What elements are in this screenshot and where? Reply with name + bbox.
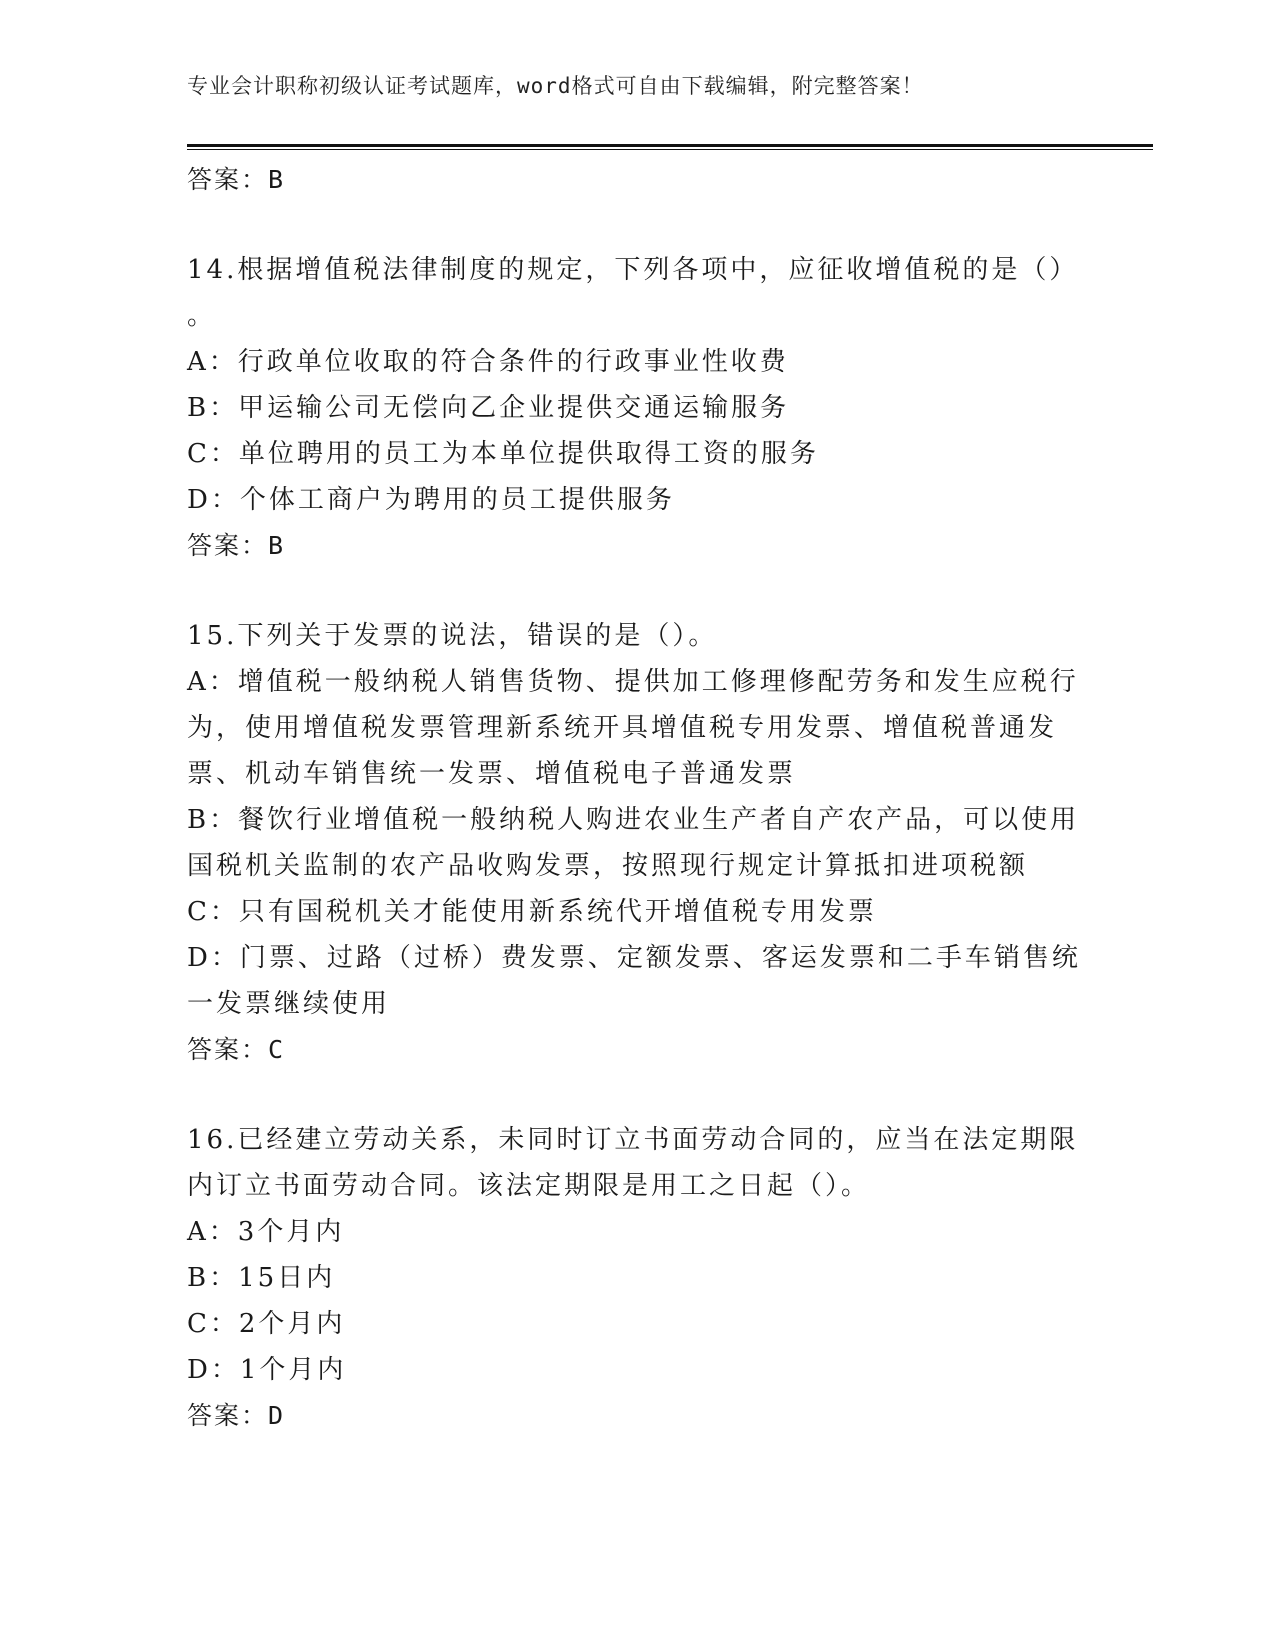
option-c: C：2个月内 bbox=[187, 1309, 346, 1339]
question-stem: 内订立书面劳动合同。该法定期限是用工之日起（）。 bbox=[187, 1171, 871, 1201]
answer-line: 答案：B bbox=[187, 165, 286, 194]
question-list bbox=[187, 157, 1081, 1439]
option-a-continued: 为，使用增值税发票管理新系统开具增值税专用发票、增值税普通发 bbox=[187, 713, 1058, 743]
option-a-continued: 票、机动车销售统一发票、增值税电子普通发票 bbox=[187, 759, 797, 789]
option-a: A：行政单位收取的符合条件的行政事业性收费 bbox=[187, 347, 789, 377]
option-b: B：甲运输公司无偿向乙企业提供交通运输服务 bbox=[187, 393, 790, 423]
option-c: C：单位聘用的员工为本单位提供取得工资的服务 bbox=[187, 439, 819, 469]
question-stem: 15.下列关于发票的说法，错误的是（）。 bbox=[187, 621, 718, 651]
option-b: B：15日内 bbox=[187, 1263, 336, 1293]
option-d-continued: 一发票继续使用 bbox=[187, 989, 391, 1019]
answer-line: 答案：B bbox=[187, 531, 286, 560]
question-block bbox=[187, 613, 1081, 1073]
question-stem: 14.根据增值税法律制度的规定，下列各项中，应征收增值税的是（） bbox=[187, 255, 1079, 285]
question-stem: 16.已经建立劳动关系，未同时订立书面劳动合同的，应当在法定期限 bbox=[187, 1125, 1079, 1155]
header-rule-thin bbox=[187, 149, 1153, 150]
answer-line: 答案：D bbox=[187, 1401, 286, 1430]
option-d: D：门票、过路（过桥）费发票、定额发票、客运发票和二手车销售统 bbox=[187, 943, 1081, 973]
header-rule-thick bbox=[187, 144, 1153, 147]
option-a: A：增值税一般纳税人销售货物、提供加工修理修配劳务和发生应税行 bbox=[187, 667, 1079, 697]
option-d: D：个体工商户为聘用的员工提供服务 bbox=[187, 485, 675, 515]
option-b-continued: 国税机关监制的农产品收购发票，按照现行规定计算抵扣进项税额 bbox=[187, 851, 1029, 881]
option-c: C：只有国税机关才能使用新系统代开增值税专用发票 bbox=[187, 897, 877, 927]
spacer bbox=[187, 203, 1067, 247]
option-b: B：餐饮行业增值税一般纳税人购进农业生产者自产农产品，可以使用 bbox=[187, 805, 1080, 835]
option-d: D：1个月内 bbox=[187, 1355, 347, 1385]
page-header: 专业会计职称初级认证考试题库，word格式可自由下载编辑，附完整答案！ bbox=[187, 74, 924, 98]
answer-line: 答案：C bbox=[187, 1035, 286, 1064]
spacer bbox=[187, 1073, 1067, 1117]
question-stem: 。 bbox=[187, 301, 217, 331]
question-block bbox=[187, 247, 1079, 569]
question-block bbox=[187, 1117, 1079, 1439]
option-a: A：3个月内 bbox=[187, 1217, 345, 1247]
spacer bbox=[187, 569, 1067, 613]
